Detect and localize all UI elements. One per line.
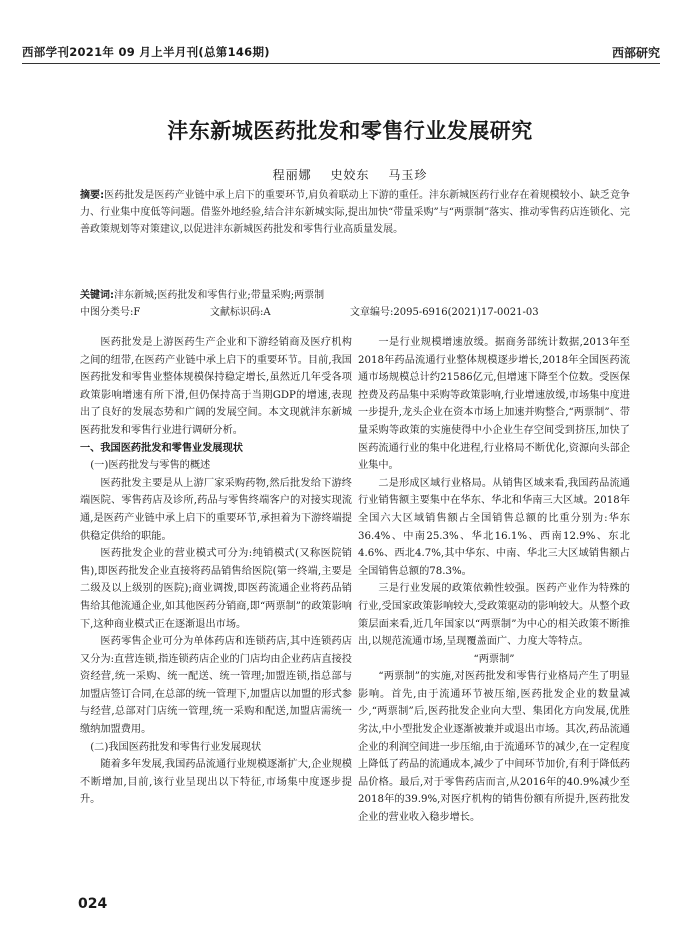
paragraph: 一是行业规模增速放缓。据商务部统计数据,2013年至2018年药品流通行业整体规模逐步增长,2018年全国医药流通市场规模总计约21586亿元,但增速下降至个位数。受医保控费及药品集中采购等政策影响,行业增速放缓,市场集中度进一步提升,龙头企业在资本市场上加速并购整合,“两票制”、带量采购等政策的实施使得中小企业生存空间受到挤压,加快了医药流通行业的集中化进程,行业格局不断优化,资源向头部企业集中。 bbox=[358, 337, 630, 472]
keywords-text: 沣东新城;医药批发和零售行业;带量采购;两票制 bbox=[114, 290, 325, 301]
clc-number: 中图分类号:F bbox=[80, 307, 141, 318]
section-heading: 一、我国医药批发和零售业发展现状 bbox=[80, 442, 243, 454]
paragraph: 随着多年发展,我国药品流通行业规模逐渐扩大,企业规模不断增加,目前,该行业呈现出以下特征,市场集中度逐步提升。 bbox=[80, 759, 352, 806]
author-name: 程丽娜 bbox=[272, 168, 312, 182]
abstract-text: 医药批发是医药产业链中承上启下的重要环节,肩负着联动上下游的重任。沣东新城医药行业存在着规模较小、缺乏竞争力、行业集中度低等问题。借鉴外地经验,结合沣东新城实际,提出加快“带量采购”与“两票制”落实、推动零售药店连锁化、完善政策规划等对策建议,以促进沣东新城医药批发和零售行业高质量发展。 bbox=[80, 190, 630, 235]
left-column bbox=[80, 334, 352, 809]
article-title: 沣东新城医药批发和零售行业发展研究 bbox=[167, 118, 533, 143]
paragraph: 二是形成区域行业格局。从销售区域来看,我国药品流通行业销售额主要集中在华东、华北和华南三大区域。2018年全国六大区域销售额占全国销售总额的比重分别为:华东36.4%、中南25.3%、华北16.1%、西南12.9%、东北4.6%、西北4.7%,其中华东、中南、华北三大区域销售额占全国销售总额的78.3%。 bbox=[358, 477, 630, 577]
author-name: 马玉珍 bbox=[388, 168, 428, 182]
paragraph: 医药批发是上游医药生产企业和下游经销商及医疗机构之间的纽带,在医药产业链中承上启下的重要环节。目前,我国医药批发和零售业整体规模保持稳定增长,虽然近几年受各项政策影响增速有所下滑,但仍保持高于当期GDP的增速,表现出了良好的发展态势和广阔的发展空间。本文现就沣东新城医药批发和零售行业进行调研分析。 bbox=[80, 337, 352, 436]
page-number: 024 bbox=[78, 896, 108, 912]
subsection-heading: (二)我国医药批发和零售行业发展现状 bbox=[90, 741, 262, 753]
author-name: 史姣东 bbox=[330, 168, 370, 182]
journal-header: 西部学刊2021年 09 月上半月刊(总第146期) bbox=[22, 45, 270, 59]
header-divider bbox=[22, 63, 660, 64]
article-meta bbox=[80, 305, 640, 321]
keywords-label: 关键词: bbox=[80, 290, 114, 301]
section-label: 西部研究 bbox=[611, 46, 660, 60]
document-code: 文献标识码:A bbox=[210, 307, 271, 318]
paragraph: 医药批发企业的营业模式可分为:纯销模式(又称医院销售),即医药批发企业直接将药品销售给医院(第一终端,主要是二级及以上级别的医院);商业调拨,即医药流通企业将药品销售给其他流通企业,如其他医药分销商,即“两票制”的政策影响下,这种商业模式正在逐渐退出市场。 bbox=[80, 548, 352, 630]
author-line bbox=[0, 166, 700, 183]
abstract bbox=[80, 188, 630, 238]
paragraph: 医药零售企业可分为单体药店和连锁药店,其中连锁药店又分为:直营连锁,指连锁药店企业的门店均由企业药店直接投资经营,统一采购、统一配送、统一管理;加盟连锁,指总部与加盟店签订合同,在总部的统一管理下,加盟店以加盟的形式参与经营,总部对门店统一管理,统一采购和配送,加盟店需统一缴纳加盟费用。 bbox=[80, 636, 352, 736]
right-column bbox=[358, 334, 630, 827]
subheading: “两票制” bbox=[473, 653, 515, 665]
keywords bbox=[80, 288, 630, 304]
subsection-heading: (一)医药批发与零售的概述 bbox=[90, 460, 211, 472]
paragraph: 医药批发主要是从上游厂家采购药物,然后批发给下游终端医院、零售药店及诊所,药品与零售终端客户的对接实现流通,是医药产业链中承上启下的重要环节,承担着为下游终端提供稳定供给的职能。 bbox=[80, 477, 352, 542]
paragraph: 三是行业发展的政策依赖性较强。医药产业作为特殊的行业,受国家政策影响较大,受政策驱动的影响较大。从整个政策层面来看,近几年国家以“两票制”为中心的相关政策不断推出,以规范流通市场,呈现覆盖面广、力度大等特点。 bbox=[358, 583, 630, 648]
abstract-label: 摘要: bbox=[80, 190, 105, 201]
article-number: 文章编号:2095-6916(2021)17-0021-03 bbox=[350, 307, 539, 318]
paragraph: “两票制”的实施,对医药批发和零售行业格局产生了明显影响。首先,由于流通环节被压缩,医药批发企业的数量减少,“两票制”后,医药批发企业向大型、集团化方向发展,优胜劣汰,中小型批发企业逐渐被兼并或退出市场。其次,药品流通企业的利润空间进一步压缩,由于流通环节的减少,在一定程度上降低了药品的流通成本,减少了中间环节加价,有利于降低药品价格。最后,对于零售药店而言,从2016年的40.9%减少至2018年的39.9%,对医疗机构的销售份额有所提升,医药批发企业的营业收入稳步增长。 bbox=[358, 671, 630, 824]
